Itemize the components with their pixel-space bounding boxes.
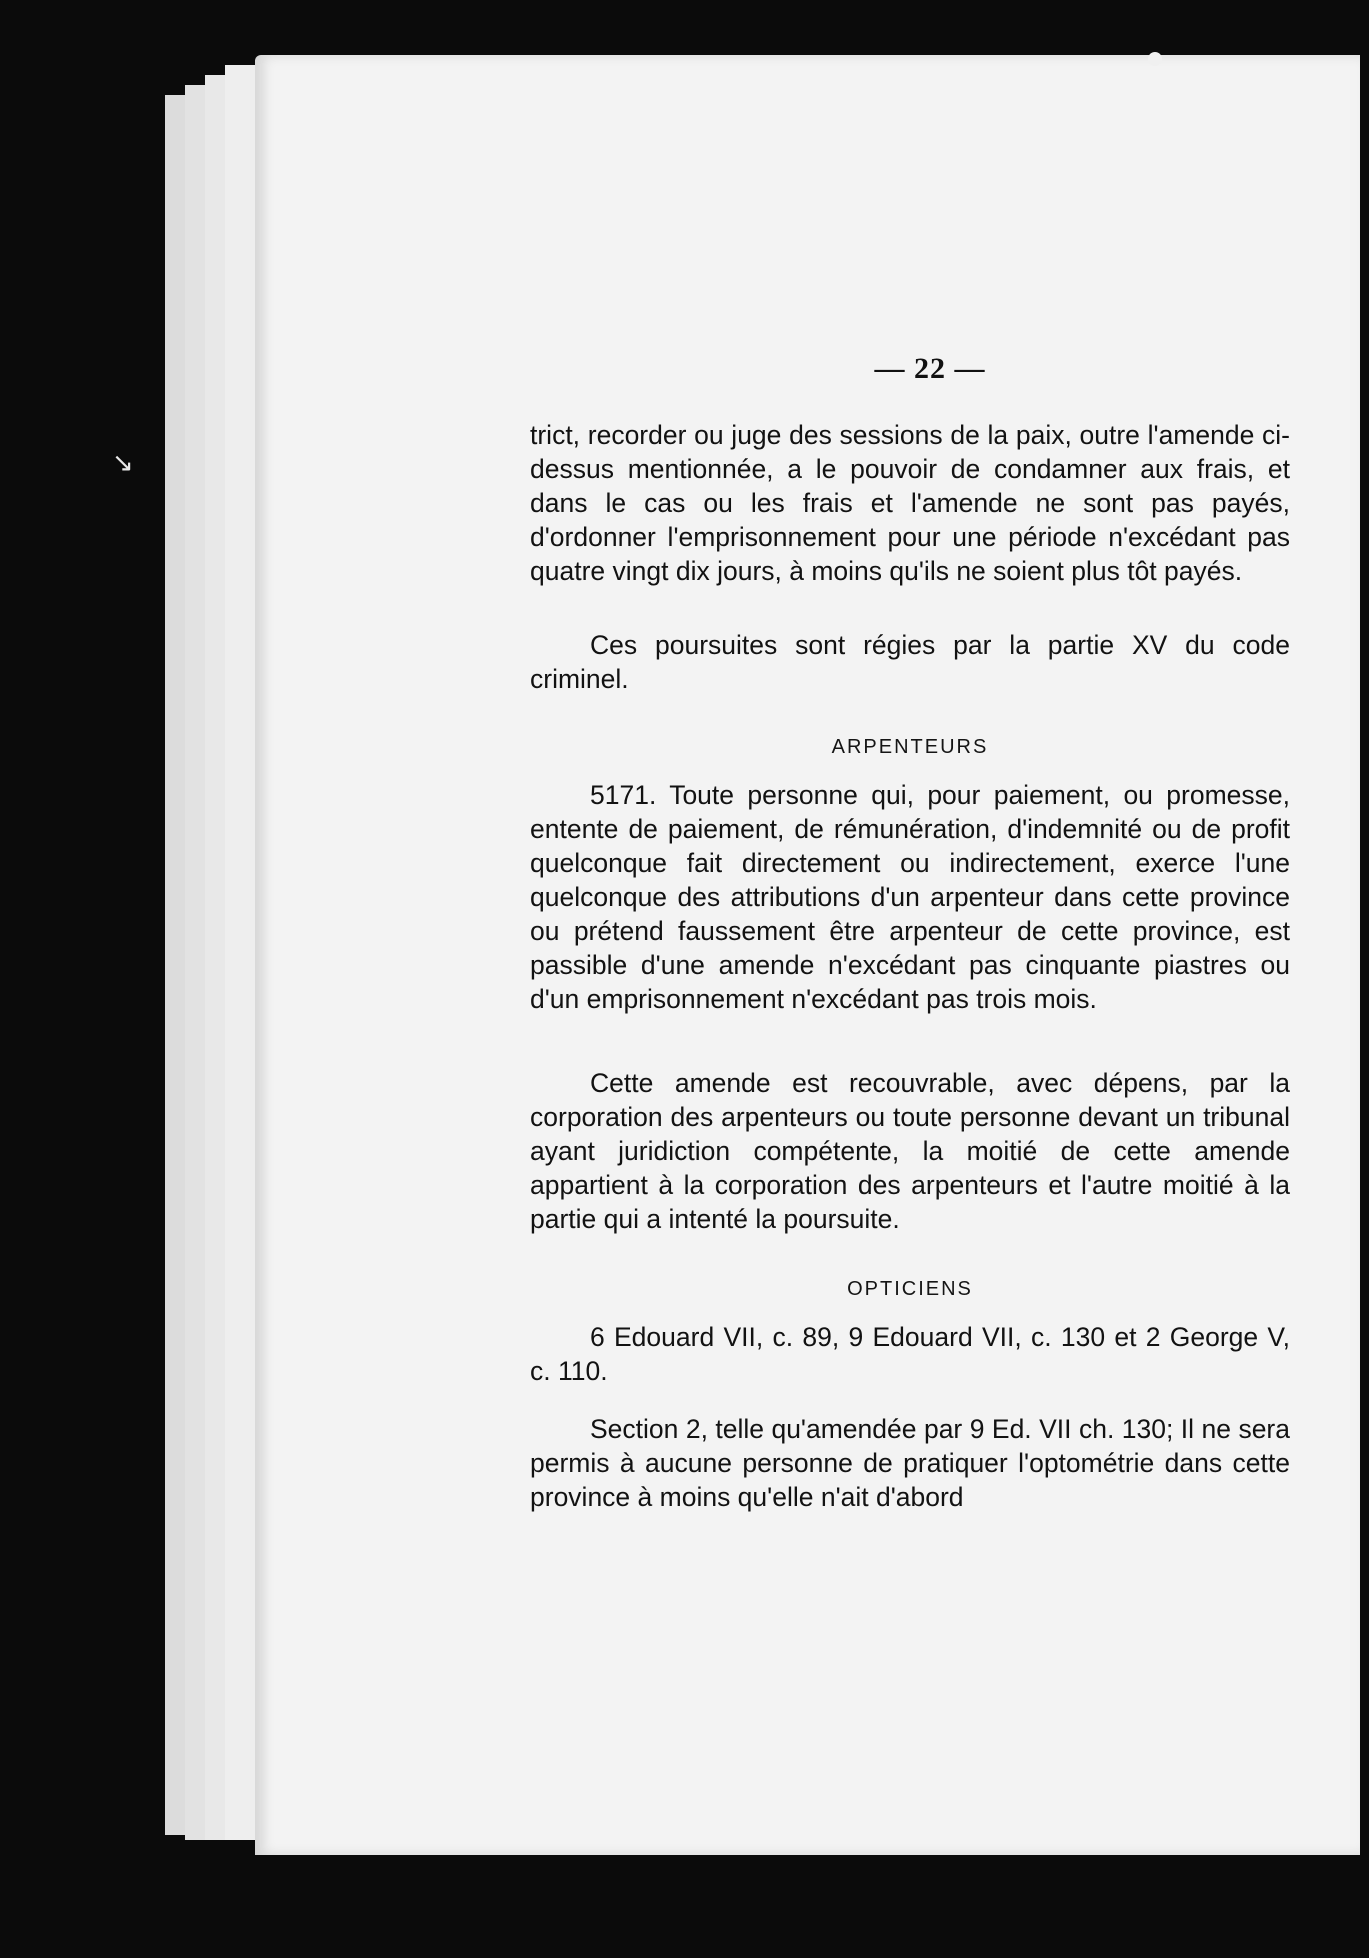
scan-artifact-dot xyxy=(1148,52,1162,66)
paragraph xyxy=(530,1320,1290,1388)
section-heading-opticiens: OPTICIENS xyxy=(847,1278,973,1300)
paragraph-text: Section 2, telle qu'amendée par 9 Ed. VII ch. 130; Il ne sera permis à aucune personne de pratiquer l'optométrie dans cette province à moins qu'elle n'ait d'abord xyxy=(530,1414,1290,1512)
paragraph-text: Cette amende est recouvrable, avec dépens, par la corporation des arpenteurs ou toute personne devant un tribunal ayant juridiction compétente, la moitié de cette amende appartient à la corporation des arpenteurs et l'autre moitié à la partie qui a intenté la poursuite. xyxy=(530,1068,1290,1234)
paragraph xyxy=(530,628,1290,696)
paragraph xyxy=(530,418,1290,588)
section-heading-arpenteurs: ARPENTEURS xyxy=(831,736,989,758)
paragraph xyxy=(530,778,1290,1016)
paragraph-text: Ces poursuites sont régies par la partie XV du code criminel. xyxy=(530,630,1290,694)
paragraph-text: 6 Edouard VII, c. 89, 9 Edouard VII, c. 130 et 2 George V, c. 110. xyxy=(530,1322,1290,1386)
paragraph-text: trict, recorder ou juge des sessions de la paix, outre l'amende ci-dessus mentionnée, a le pouvoir de condamner aux frais, et dans le cas ou les frais et l'amende ne sont pas payés, d'ordonner l'emprisonnement pour une période n'excédant pas quatre vingt dix jours, à moins qu'ils ne soient plus tôt payés. xyxy=(530,420,1290,586)
paragraph xyxy=(530,1066,1290,1236)
scan-artifact-mark: ↘ xyxy=(112,448,134,478)
paragraph xyxy=(530,1412,1290,1514)
paragraph-text: 5171. Toute personne qui, pour paiement, ou promesse, entente de paiement, de rémunération, d'indemnité ou de profit quelconque fait directement ou indirectement, exerce l'une quelconque des attributions d'un arpenteur dans cette province ou prétend faussement être arpenteur de cette province, est passible d'une amende n'excédant pas cinquante piastres ou d'un emprisonnement n'excédant pas trois mois. xyxy=(530,780,1290,1014)
page-number: — 22 — xyxy=(874,352,986,385)
